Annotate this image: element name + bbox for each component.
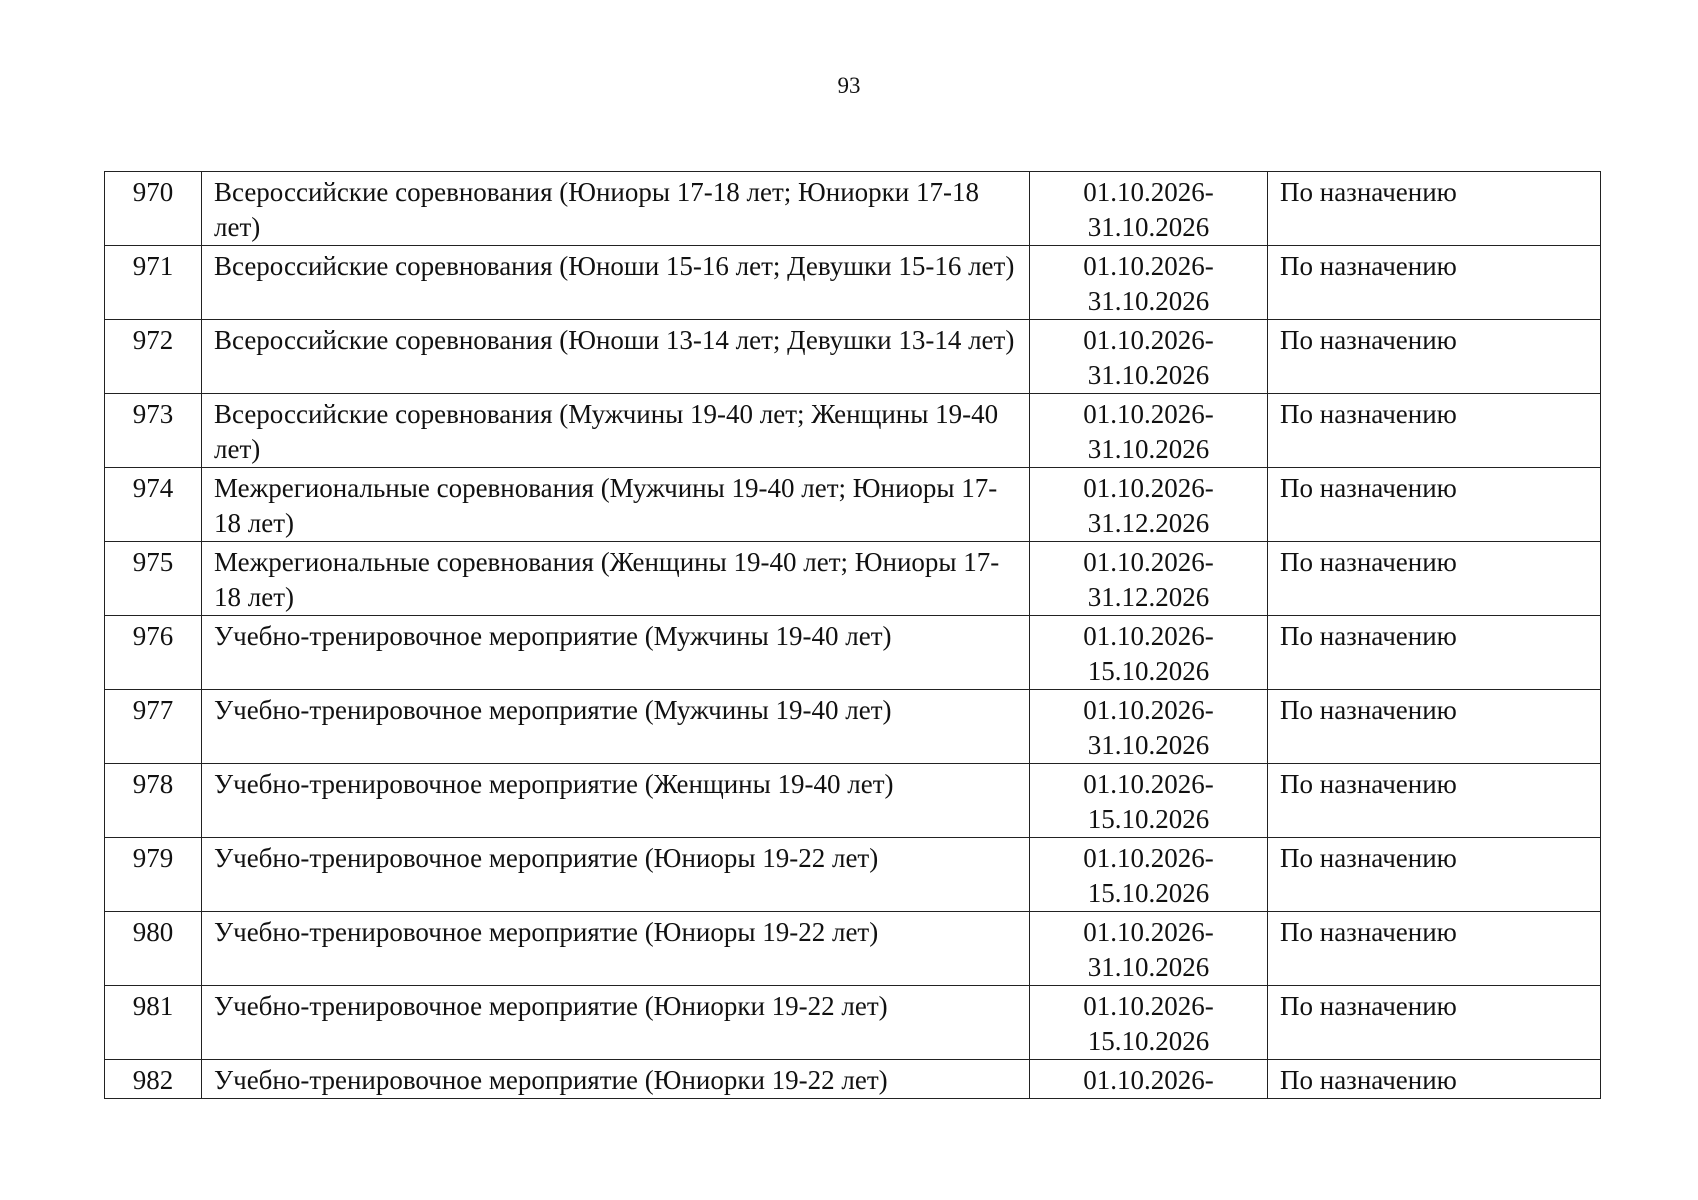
table-row (105, 172, 1601, 246)
row-number: 970 (105, 172, 202, 246)
row-number: 980 (105, 912, 202, 986)
table-row (105, 616, 1601, 690)
date-end: 31.10.2026 (1087, 952, 1210, 982)
date-start: 01.10.2026- (1083, 473, 1214, 503)
event-dates (1030, 1060, 1268, 1099)
event-name: Учебно-тренировочное мероприятие (Юниоры 19-22 лет) (202, 912, 1030, 986)
event-name: Всероссийские соревнования (Мужчины 19-40 лет; Женщины 19-40 лет) (202, 394, 1030, 468)
table-row (105, 764, 1601, 838)
event-name: Учебно-тренировочное мероприятие (Юниорки 19-22 лет) (202, 986, 1030, 1060)
table-row (105, 246, 1601, 320)
event-name: Учебно-тренировочное мероприятие (Юниоры 19-22 лет) (202, 838, 1030, 912)
row-number: 982 (105, 1060, 202, 1099)
event-dates (1030, 246, 1268, 320)
event-name: Учебно-тренировочное мероприятие (Мужчины 19-40 лет) (202, 616, 1030, 690)
date-end: 31.10.2026 (1087, 434, 1210, 464)
event-place: По назначению (1268, 838, 1601, 912)
table-row (105, 542, 1601, 616)
event-place: По назначению (1268, 172, 1601, 246)
event-dates (1030, 690, 1268, 764)
event-dates (1030, 172, 1268, 246)
date-end: 31.10.2026 (1087, 212, 1210, 242)
event-dates (1030, 468, 1268, 542)
row-number: 981 (105, 986, 202, 1060)
table-row (105, 912, 1601, 986)
row-number: 978 (105, 764, 202, 838)
date-end: 31.10.2026 (1087, 730, 1210, 760)
event-name: Всероссийские соревнования (Юноши 15-16 лет; Девушки 15-16 лет) (202, 246, 1030, 320)
date-start: 01.10.2026- (1083, 251, 1214, 281)
page-number: 93 (837, 73, 861, 98)
table-row (105, 986, 1601, 1060)
date-end: 31.10.2026 (1087, 286, 1210, 316)
event-place: По назначению (1268, 246, 1601, 320)
date-start: 01.10.2026- (1083, 917, 1214, 947)
event-dates (1030, 542, 1268, 616)
row-number: 972 (105, 320, 202, 394)
table-row (105, 838, 1601, 912)
row-number: 973 (105, 394, 202, 468)
table-row (105, 394, 1601, 468)
event-place: По назначению (1268, 468, 1601, 542)
event-dates (1030, 394, 1268, 468)
date-start: 01.10.2026- (1083, 621, 1214, 651)
table-row (105, 468, 1601, 542)
date-end: 15.10.2026 (1087, 1026, 1210, 1056)
event-place: По назначению (1268, 764, 1601, 838)
row-number: 975 (105, 542, 202, 616)
event-dates (1030, 986, 1268, 1060)
date-start: 01.10.2026- (1083, 843, 1214, 873)
table-row (105, 320, 1601, 394)
table-row (105, 690, 1601, 764)
event-place: По назначению (1268, 912, 1601, 986)
event-place: По назначению (1268, 690, 1601, 764)
events-table-body (105, 172, 1601, 1099)
event-name: Учебно-тренировочное мероприятие (Женщины 19-40 лет) (202, 764, 1030, 838)
date-end: 15.10.2026 (1087, 656, 1210, 686)
events-table (104, 171, 1601, 1099)
event-place: По назначению (1268, 320, 1601, 394)
event-name: Межрегиональные соревнования (Мужчины 19-40 лет; Юниоры 17-18 лет) (202, 468, 1030, 542)
event-dates (1030, 912, 1268, 986)
date-end: 15.10.2026 (1087, 804, 1210, 834)
date-start: 01.10.2026- (1083, 325, 1214, 355)
event-dates (1030, 616, 1268, 690)
row-number: 977 (105, 690, 202, 764)
event-dates (1030, 764, 1268, 838)
event-dates (1030, 320, 1268, 394)
event-dates (1030, 838, 1268, 912)
event-place: По назначению (1268, 986, 1601, 1060)
date-start: 01.10.2026- (1083, 769, 1214, 799)
event-place: По назначению (1268, 542, 1601, 616)
date-start: 01.10.2026- (1083, 547, 1214, 577)
date-end: 15.10.2026 (1087, 878, 1210, 908)
row-number: 974 (105, 468, 202, 542)
event-place: По назначению (1268, 616, 1601, 690)
event-place: По назначению (1268, 1060, 1601, 1099)
row-number: 979 (105, 838, 202, 912)
date-end: 31.12.2026 (1087, 582, 1210, 612)
event-name: Межрегиональные соревнования (Женщины 19-40 лет; Юниоры 17-18 лет) (202, 542, 1030, 616)
row-number: 976 (105, 616, 202, 690)
table-row (105, 1060, 1601, 1099)
event-name: Всероссийские соревнования (Юниоры 17-18 лет; Юниорки 17-18 лет) (202, 172, 1030, 246)
date-start: 01.10.2026- (1083, 399, 1214, 429)
event-place: По назначению (1268, 394, 1601, 468)
date-end: 31.10.2026 (1087, 360, 1210, 390)
event-name: Учебно-тренировочное мероприятие (Мужчины 19-40 лет) (202, 690, 1030, 764)
date-start: 01.10.2026- (1083, 991, 1214, 1021)
row-number: 971 (105, 246, 202, 320)
date-start: 01.10.2026- (1083, 1065, 1214, 1095)
date-start: 01.10.2026- (1083, 695, 1214, 725)
date-start: 01.10.2026- (1083, 177, 1214, 207)
date-end: 31.12.2026 (1087, 508, 1210, 538)
event-name: Всероссийские соревнования (Юноши 13-14 лет; Девушки 13-14 лет) (202, 320, 1030, 394)
event-name: Учебно-тренировочное мероприятие (Юниорки 19-22 лет) (202, 1060, 1030, 1099)
